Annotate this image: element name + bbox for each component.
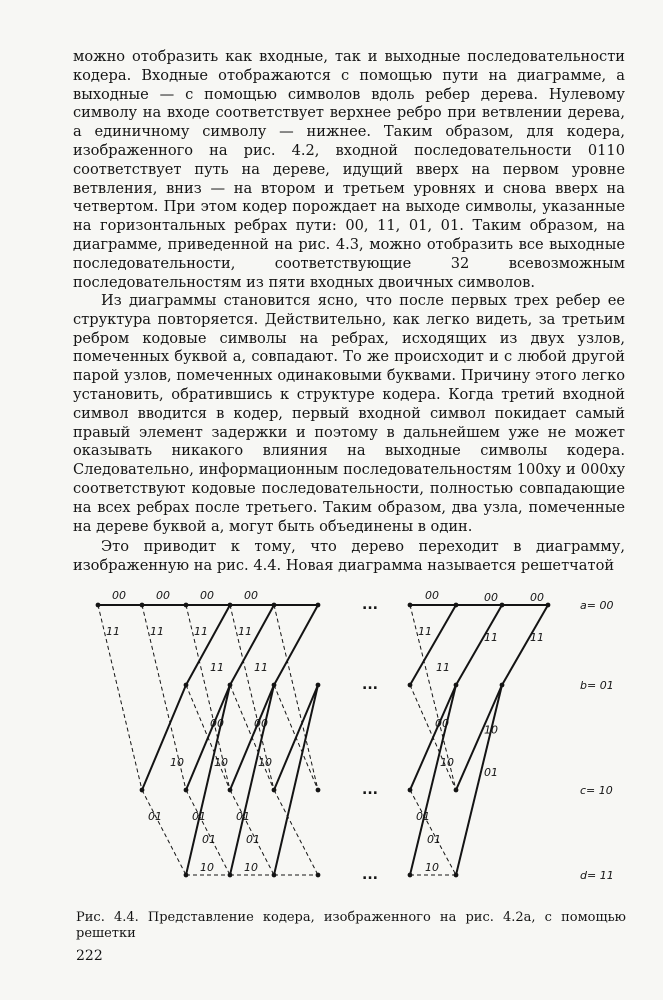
trellis-node <box>316 873 321 878</box>
edge-label-c-d: 01 <box>148 810 162 823</box>
edge-label-c-d: 01 <box>236 810 250 823</box>
paragraph-1: можно отобразить как входные, так и выходные последовательности кодера. Входные отображаются с помощью пути на диаграмме, а выходные — с помощью символов вдоль ребер дерева. Нулевому символу на входе соответствует верхнее ребро при ветвлении дерева, а единичному символу — нижнее. Таким образом, для кодера, изображенного на рис. 4.2, входной последовательности 0110 соответствует путь на дереве, идущий вверх на первом уровне ветвления, вниз — на втором и третьем уровнях и снова вверх на четвертом. При этом кодер порождает на выходе символы, указанные на горизонтальных ребрах пути: 00, 11, 01, 01. Таким образом, на диаграмме, приведенной на рис. 4.3, можно отобразить все выходные последовательности, соответствующие 32 всевозможным последовательностям из пяти входных двоичных символов. <box>73 48 625 291</box>
trellis-node <box>228 603 233 608</box>
state-label: a= 00 <box>580 599 614 612</box>
edge-label-d-d: 10 <box>244 861 258 874</box>
trellis-node <box>184 788 189 793</box>
trellis-node <box>184 683 189 688</box>
edge-label-tail: 00 <box>484 591 498 604</box>
trellis-node <box>316 603 321 608</box>
trellis-node <box>408 683 413 688</box>
trellis-node <box>228 683 233 688</box>
edge-label-b-a: 11 <box>210 661 224 674</box>
trellis-node <box>454 683 459 688</box>
edge-label-a-a: 00 <box>425 589 439 602</box>
trellis-figure <box>80 580 640 900</box>
edge-label-a-c: 11 <box>238 625 252 638</box>
trellis-edge-input-one <box>274 790 318 875</box>
edge-label-a-c: 11 <box>106 625 120 638</box>
edge-label-a-a: 00 <box>200 589 214 602</box>
edge-label-b-c: 00 <box>210 717 224 730</box>
trellis-node <box>546 603 551 608</box>
trellis-node <box>140 788 145 793</box>
state-label: b= 01 <box>580 679 614 692</box>
trellis-edge-input-zero <box>410 685 456 875</box>
trellis-edge-input-zero <box>274 605 318 685</box>
trellis-node <box>500 603 505 608</box>
trellis-edge-input-zero <box>186 685 230 875</box>
edge-label-d-b: 01 <box>246 833 260 846</box>
state-label: c= 10 <box>580 784 613 797</box>
edge-label-tail: 11 <box>484 631 498 644</box>
trellis-edge-input-zero <box>456 605 502 685</box>
trellis-node <box>140 603 145 608</box>
edge-label-d-b: 01 <box>427 833 441 846</box>
edge-label-tail: 01 <box>484 766 498 779</box>
edge-label-a-c: 11 <box>150 625 164 638</box>
trellis-edge-input-zero <box>230 685 274 875</box>
edge-label-b-a: 11 <box>436 661 450 674</box>
ellipsis-row-1: ... <box>362 677 378 693</box>
edge-label-c-b: 10 <box>170 756 184 769</box>
edge-label-b-c: 00 <box>254 717 268 730</box>
trellis-edge-input-one <box>98 605 142 790</box>
trellis-edge-input-one <box>274 605 318 790</box>
trellis-node <box>454 788 459 793</box>
trellis-edge-input-zero <box>502 605 548 685</box>
trellis-node <box>184 873 189 878</box>
edge-label-c-b: 10 <box>258 756 272 769</box>
ellipsis-row-3: ... <box>362 867 378 883</box>
edge-label-a-a: 00 <box>244 589 258 602</box>
trellis-node <box>228 873 233 878</box>
trellis-node <box>272 603 277 608</box>
paragraph-3: Это приводит к тому, что дерево переходит в диаграмму, изображенную на рис. 4.4. Новая диаграмма называется решетчатой <box>73 538 625 574</box>
trellis-node <box>96 603 101 608</box>
trellis-node <box>316 788 321 793</box>
trellis-node <box>272 873 277 878</box>
figure-caption: Рис. 4.4. Представление кодера, изображенного на рис. 4.2а, с помощью решетки <box>76 910 626 941</box>
trellis-edge-input-zero <box>274 685 318 875</box>
edge-label-c-b: 10 <box>214 756 228 769</box>
trellis-node <box>454 873 459 878</box>
edge-label-b-c: 00 <box>435 717 449 730</box>
trellis-node <box>408 603 413 608</box>
edge-label-a-a: 00 <box>112 589 126 602</box>
trellis-node <box>454 603 459 608</box>
edge-label-d-d: 10 <box>200 861 214 874</box>
trellis-edge-input-zero <box>456 685 502 875</box>
page-number: 222 <box>76 948 103 964</box>
trellis-edge-input-zero <box>142 685 186 790</box>
edge-label-a-c: 11 <box>194 625 208 638</box>
ellipsis-row-2: ... <box>362 782 378 798</box>
edge-label-c-b: 10 <box>440 756 454 769</box>
state-label: d= 11 <box>580 869 614 882</box>
edge-label-d-d: 10 <box>425 861 439 874</box>
trellis-edge-input-one <box>142 790 186 875</box>
trellis-node <box>408 873 413 878</box>
trellis-node <box>316 683 321 688</box>
trellis-node <box>500 683 505 688</box>
trellis-node <box>228 788 233 793</box>
edge-label-tail: 11 <box>530 631 544 644</box>
edge-label-c-d: 01 <box>416 810 430 823</box>
trellis-diagram <box>80 580 640 900</box>
ellipsis-row-0: ... <box>362 597 378 613</box>
trellis-node <box>408 788 413 793</box>
trellis-node <box>272 683 277 688</box>
edge-label-d-b: 01 <box>202 833 216 846</box>
trellis-node <box>272 788 277 793</box>
trellis-node <box>184 603 189 608</box>
edge-label-a-a: 00 <box>156 589 170 602</box>
edge-label-a-c: 11 <box>418 625 432 638</box>
edge-label-tail: 00 <box>530 591 544 604</box>
edge-label-b-a: 11 <box>254 661 268 674</box>
edge-label-tail: 10 <box>484 723 498 737</box>
edge-label-c-d: 01 <box>192 810 206 823</box>
paragraph-2: Из диаграммы становится ясно, что после первых трех ребер ее структура повторяется. Действительно, как легко видеть, за третьим ребром кодовые символы на ребрах, исходящих из двух узлов, помеченных буквой а, совпадают. То же происходит и с любой другой парой узлов, помеченных одинаковыми буквами. Причину этого легко установить, обратившись к структуре кодера. Когда третий входной символ вводится в кодер, первый входной символ покидает самый правый элемент задержки и поэтому в дальнейшем уже не может оказывать никакого влияния на выходные символы кодера. Следовательно, информационным последовательностям 100xy и 000xy соответствуют кодовые последовательности, полностью совпадающие на всех ребрах после третьего. Таким образом, два узла, помеченные на дереве буквой а, могут быть объединены в один. <box>73 292 625 535</box>
